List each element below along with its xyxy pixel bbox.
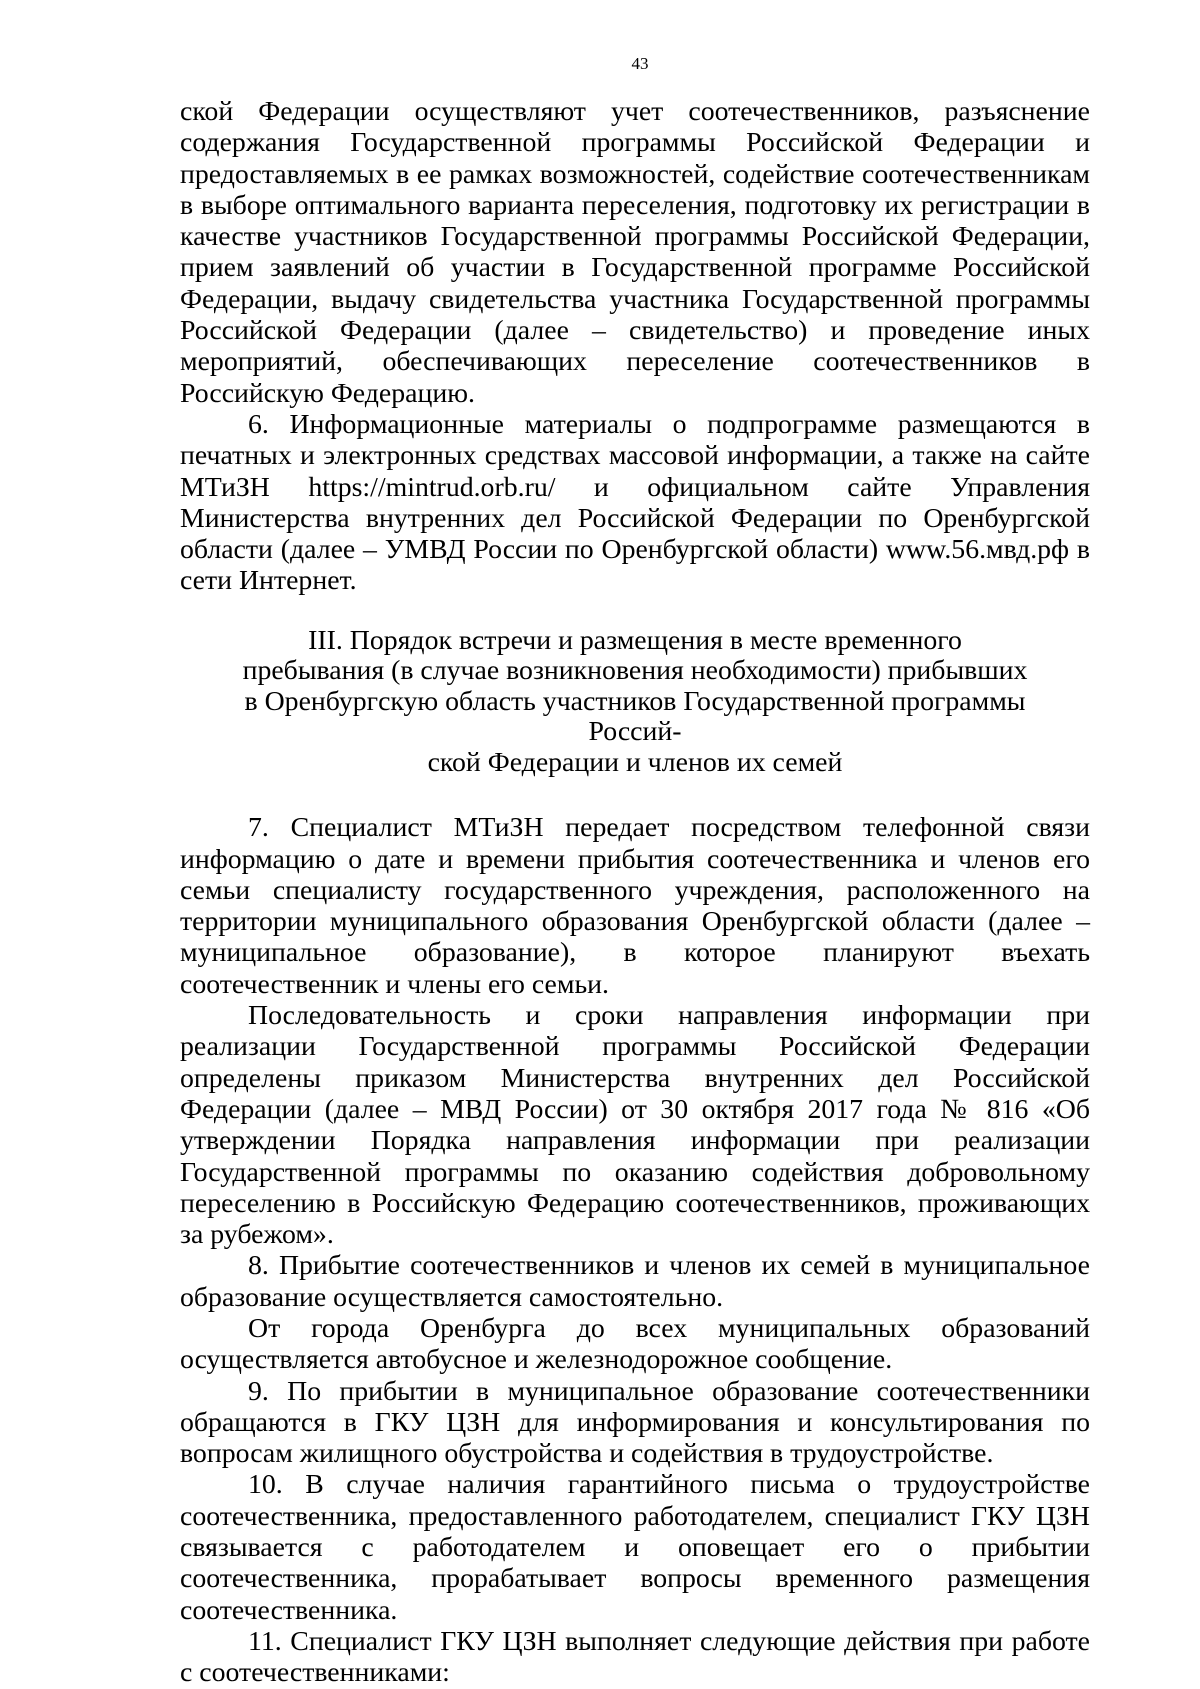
page-number: 43 xyxy=(631,54,649,73)
paragraph-8-transport: От города Оренбурга до всех муниципальных образований осуществляется автобусное и железнодорожное сообщение. xyxy=(180,1313,1090,1376)
paragraph-9: 9. По прибытии в муниципальное образование соотечественники обращаются в ГКУ ЦЗН для информирования и консультирования по вопросам жилищного обустройства и содействия в трудоустройстве. xyxy=(180,1375,1090,1470)
paragraph-10: 10. В случае наличия гарантийного письма о трудоустройстве соотечественника, предоставленного работодателем, специалист ГКУ ЦЗН связывается с работодателем и оповещает его о прибытии соотечественника, прорабатывает вопросы временного размещения соотечественника. xyxy=(180,1469,1090,1626)
paragraph-6: 6. Информационные материалы о подпрограмме размещаются в печатных и электронных средствах массовой информации, а также на сайте МТиЗН https://mintrud.orb.ru/ и официальном сайте Управления Министерства внутренних дел Российской Федерации по Оренбургской области (далее – УМВД России по Оренбургской области) www.56.мвд.рф в сети Интернет. xyxy=(180,408,1090,597)
document-body xyxy=(180,96,1090,1689)
paragraph-7: 7. Специалист МТиЗН передает посредством телефонной связи информацию о дате и времени прибытия соотечественника и членов его семьи специалисту государственного учреждения, расположенного на территории муниципального образования Оренбургской области (далее – муниципальное образование), в которое планируют въехать соотечественник и члены его семьи. xyxy=(180,812,1090,1000)
paragraph-11: 11. Специалист ГКУ ЦЗН выполняет следующие действия при работе с соотечественниками: xyxy=(180,1625,1090,1689)
section-heading-line: пребывания (в случае возникновения необходимости) прибывших xyxy=(242,655,1028,687)
paragraph-continuation: ской Федерации осуществляют учет соотечественников, разъяснение содержания Государственной программы Российской Федерации и предоставляемых в ее рамках возможностей, содействие соотечественникам в выборе оптимального варианта переселения, подготовку их регистрации в качестве участников Государственной программы Российской Федерации, прием заявлений об участии в Государственной программе Российской Федерации, выдачу свидетельства участника Государственной программы Российской Федерации (далее – свидетельство) и проведение иных мероприятий, обеспечивающих переселение соотечественников в Российскую Федерацию. xyxy=(180,96,1090,409)
paragraph-7-order: Последовательность и сроки направления информации при реализации Государственной программы Российской Федерации определены приказом Министерства внутренних дел Российской Федерации (далее – МВД России) от 30 октября 2017 года № 816 «Об утверждении Порядка направления информации при реализации Государственной программы по оказанию содействия добровольному переселению в Российскую Федерацию соотечественников, проживающих за рубежом». xyxy=(180,1000,1090,1251)
section-heading-line: III. Порядок встречи и размещения в месте временного xyxy=(308,624,962,656)
section-heading xyxy=(180,626,1090,779)
section-heading-line: ской Федерации и членов их семей xyxy=(427,746,843,778)
paragraph-8: 8. Прибытие соотечественников и членов их семей в муниципальное образование осуществляется самостоятельно. xyxy=(180,1250,1090,1313)
section-heading-line: в Оренбургскую область участников Государственной программы Россий- xyxy=(244,685,1026,748)
